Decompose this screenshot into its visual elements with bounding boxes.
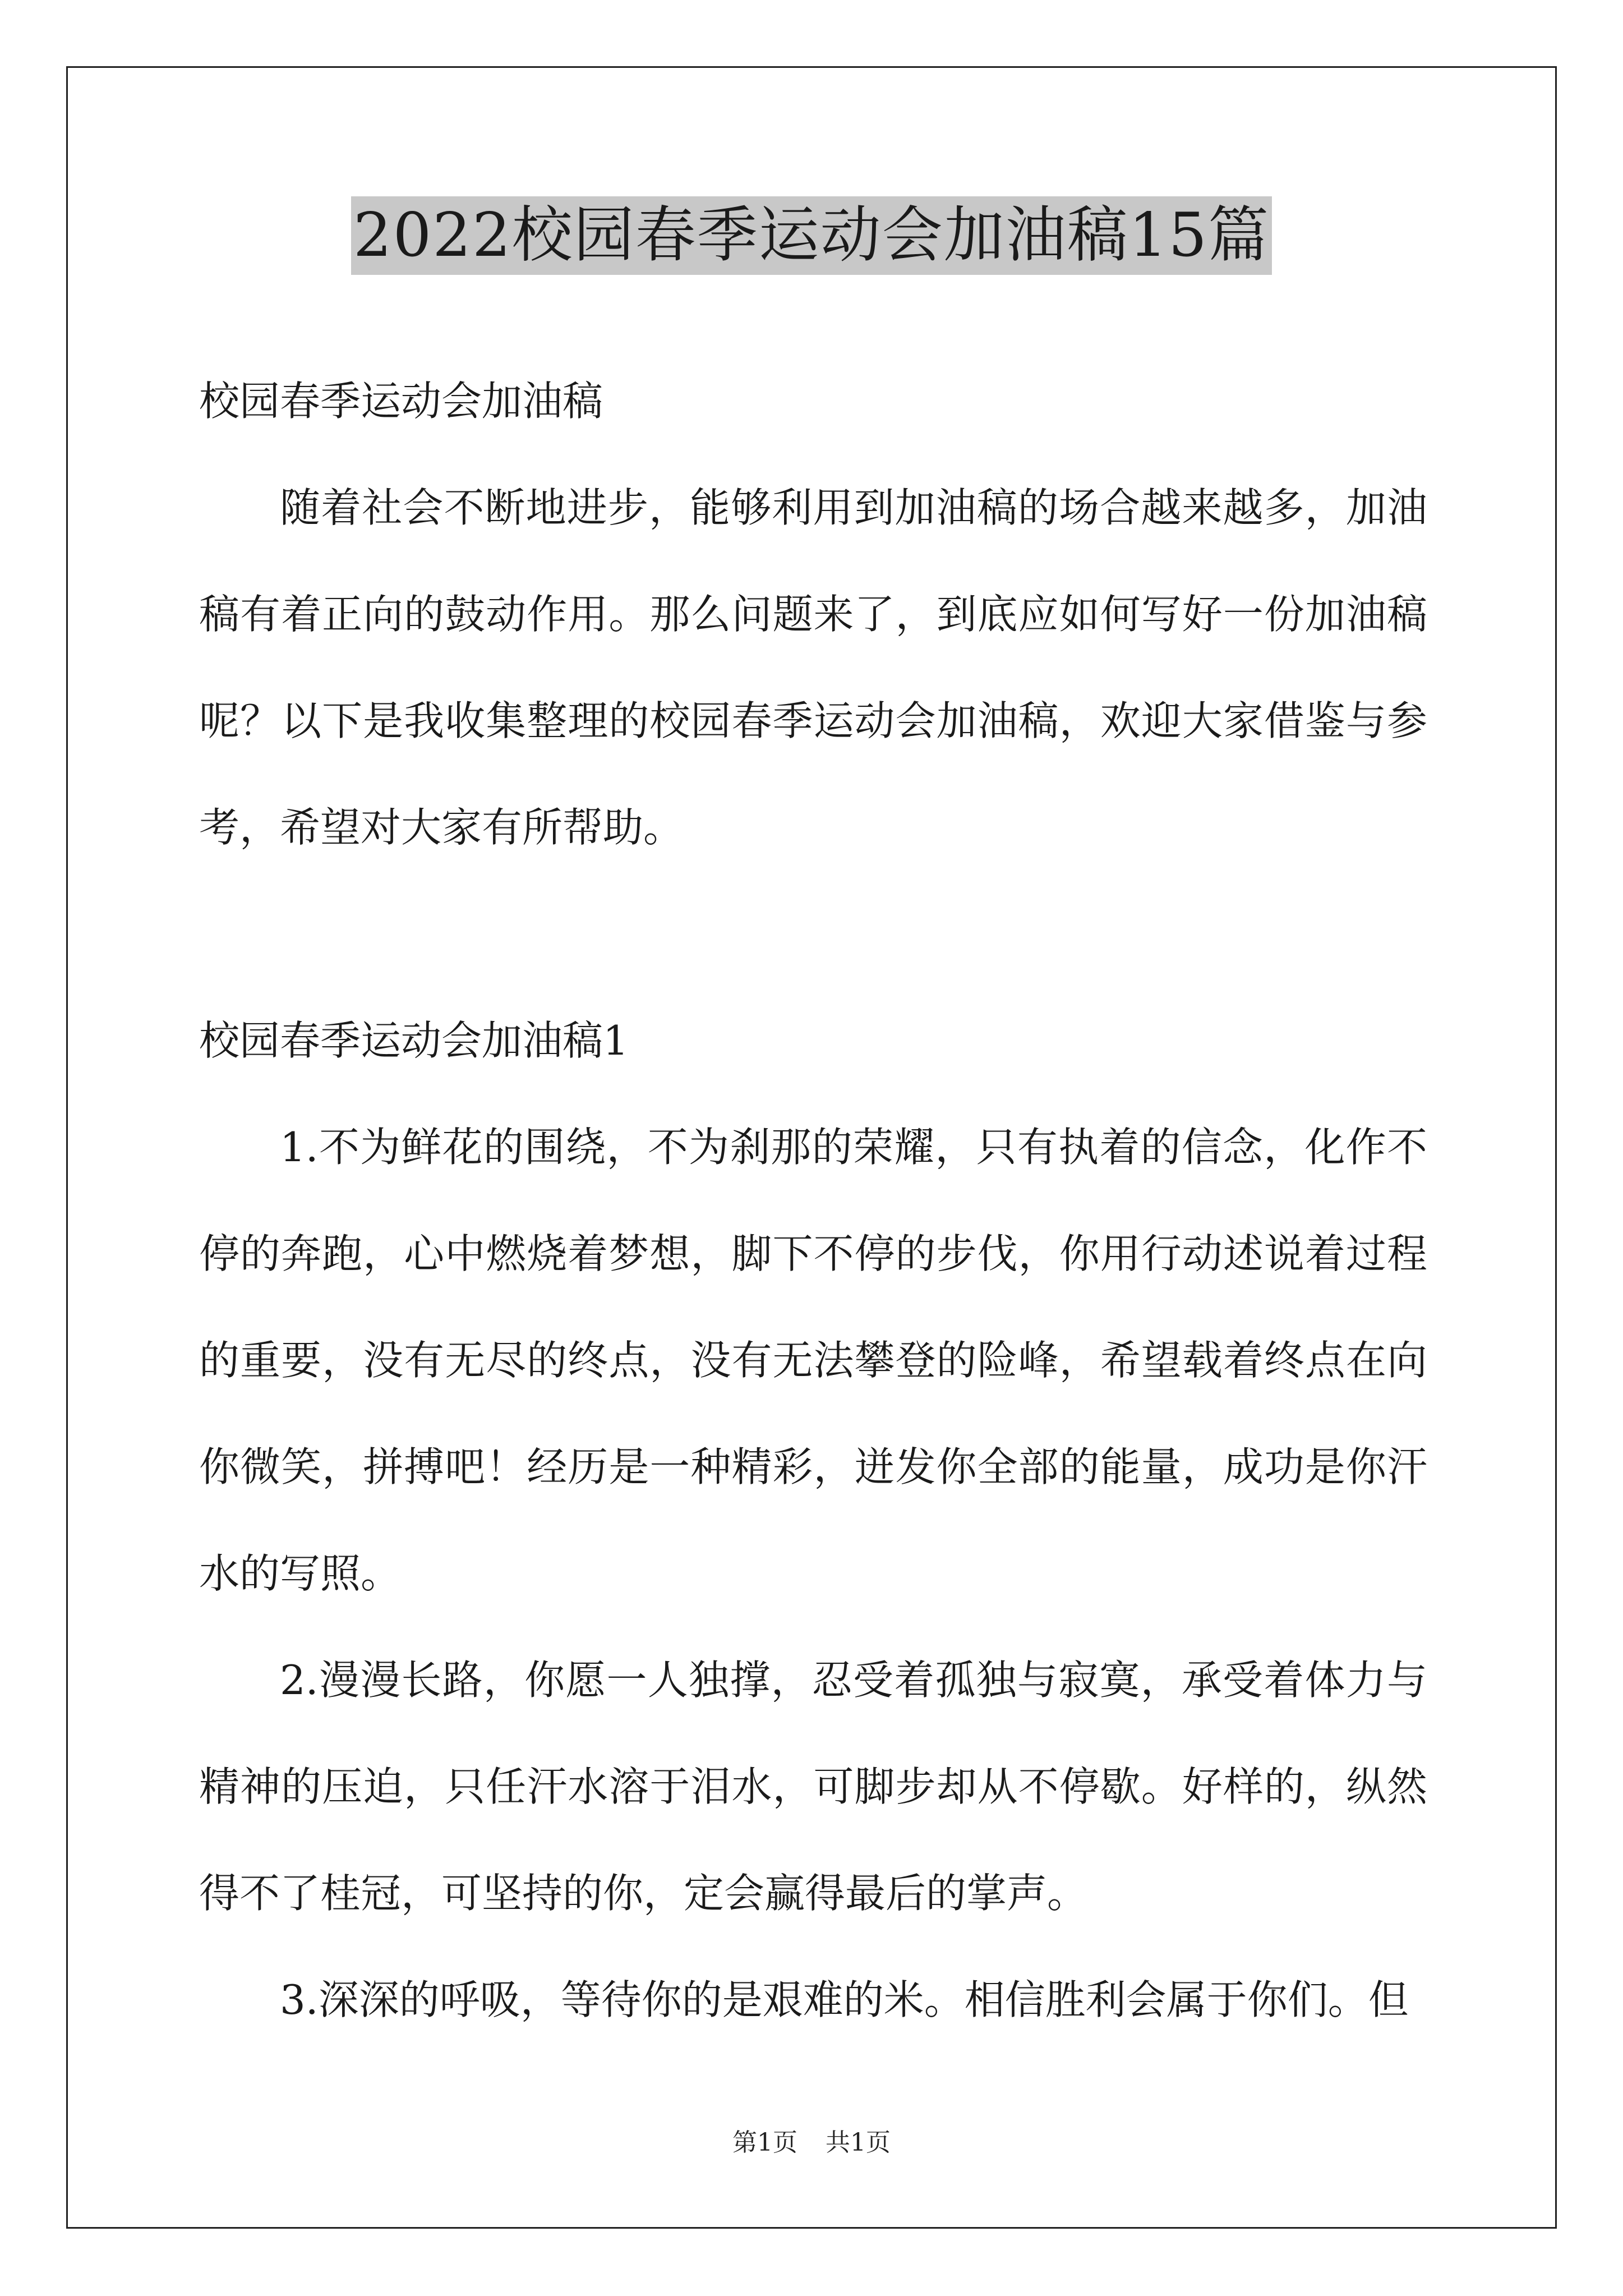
section-gap (199, 881, 1427, 987)
page-number-current: 第1页 (732, 2128, 797, 2157)
page-number-total: 共1页 (826, 2128, 891, 2157)
document-body (199, 348, 1427, 2053)
section-heading: 校园春季运动会加油稿1 (199, 1017, 629, 1064)
list-item: 1.不为鲜花的围绕，不为刹那的荣耀，只有执着的信念，化作不停的奔跑，心中燃烧着梦想，脚下不停的步伐，你用行动述说着过程的重要，没有无尽的终点，没有无法攀登的险峰，希望载着终点在向你微笑，拼搏吧！经历是一种精彩，迸发你全部的能量，成功是你汗水的写照。 (199, 1124, 1427, 1597)
intro-paragraph: 随着社会不断地进步，能够利用到加油稿的场合越来越多，加油稿有着正向的鼓动作用。那么问题来了，到底应如何写好一份加油稿呢？以下是我收集整理的校园春季运动会加油稿，欢迎大家借鉴与参考，希望对大家有所帮助。 (199, 484, 1427, 851)
title-wrap (0, 196, 1623, 275)
page-footer (0, 2126, 1623, 2160)
document-title: 2022校园春季运动会加油稿15篇 (351, 196, 1272, 275)
document-subtitle: 校园春季运动会加油稿 (199, 378, 603, 425)
list-item: 2.漫漫长路，你愿一人独撑，忍受着孤独与寂寞，承受着体力与精神的压迫，只任汗水溶于泪水，可脚步却从不停歇。好样的，纵然得不了桂冠，可坚持的你，定会赢得最后的掌声。 (199, 1657, 1427, 1917)
list-item: 3.深深的呼吸，等待你的是艰难的米。相信胜利会属于你们。但 (280, 1976, 1409, 2023)
